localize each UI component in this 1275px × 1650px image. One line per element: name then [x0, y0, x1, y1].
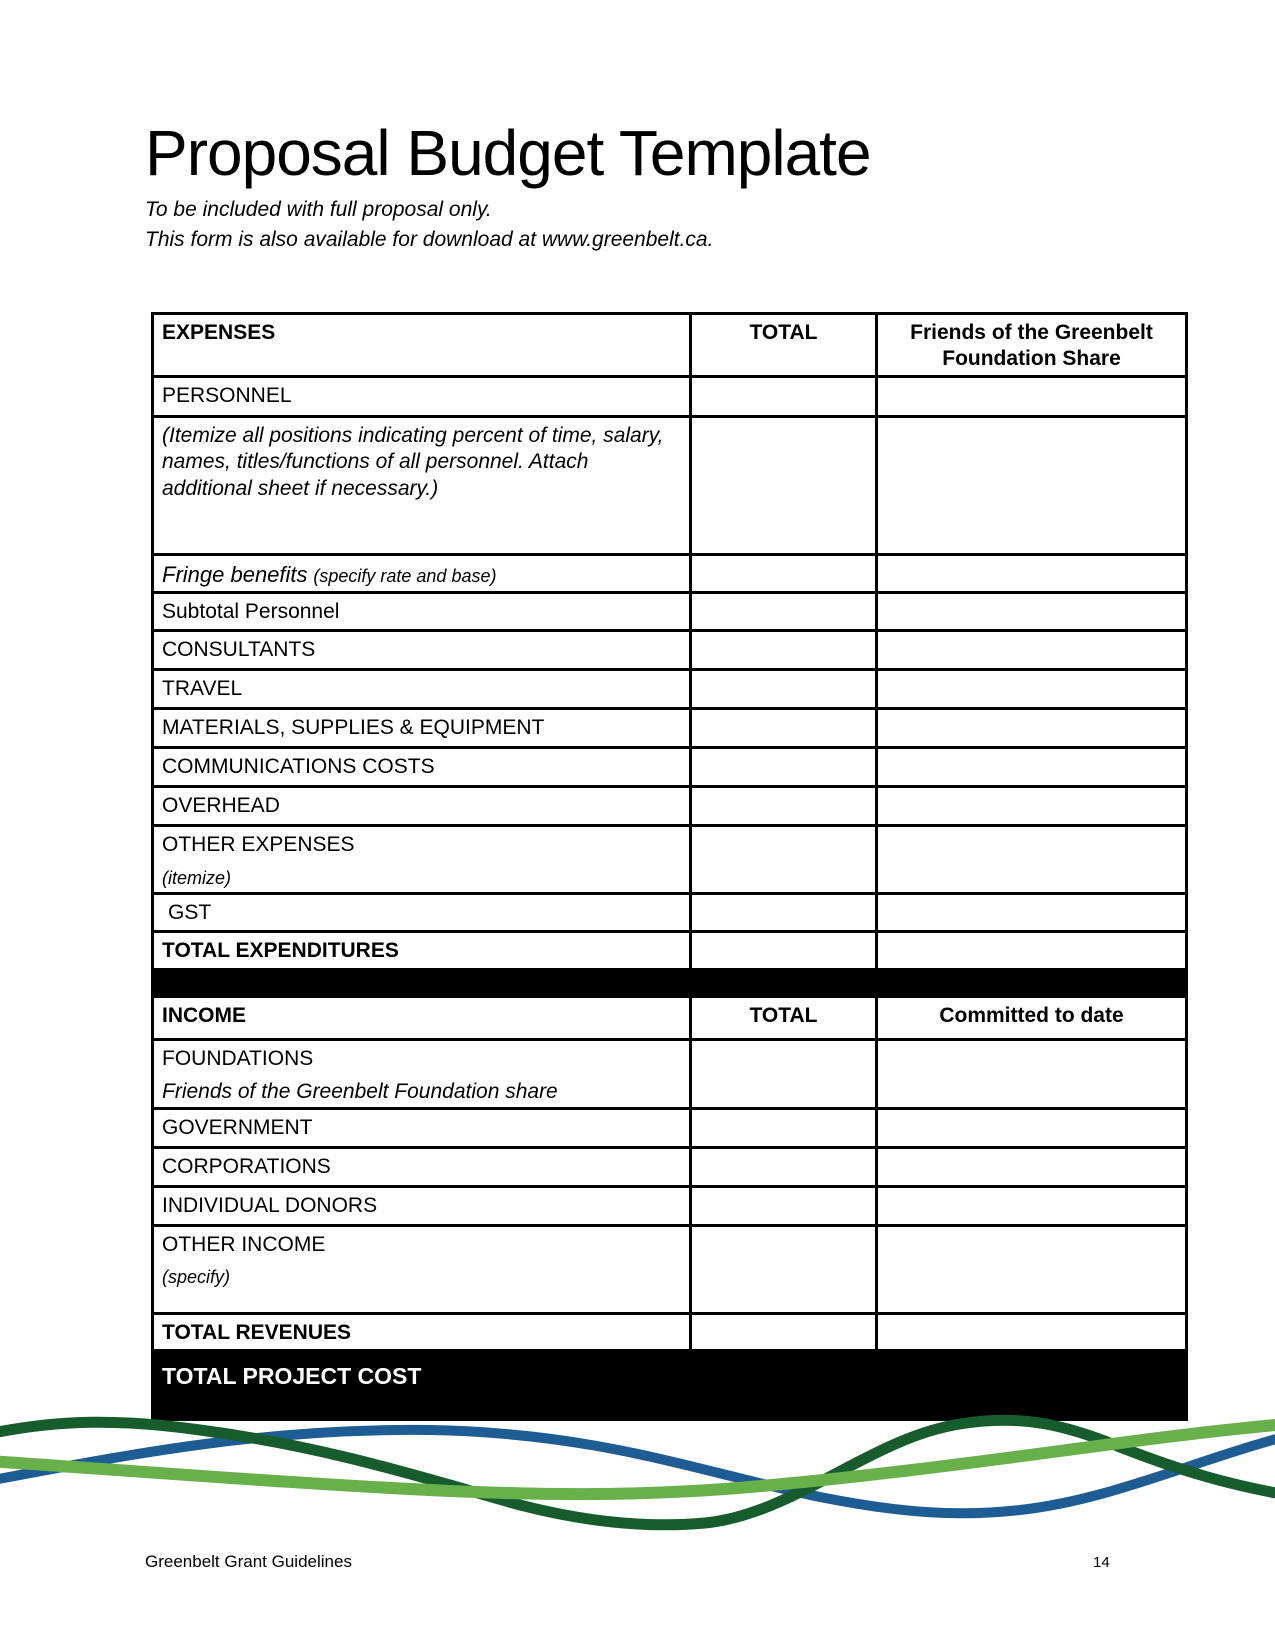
- empty-total-cell: [691, 709, 877, 748]
- expenses-header-cell: EXPENSES: [153, 314, 691, 377]
- row-label-foundations: [153, 1040, 691, 1109]
- row-label-corporations: CORPORATIONS: [153, 1147, 691, 1186]
- empty-share-cell: [877, 417, 1187, 555]
- empty-share-cell: [877, 787, 1187, 826]
- table-row: [153, 670, 1187, 709]
- empty-share-cell: [877, 555, 1187, 593]
- income-header-row: [153, 997, 1187, 1040]
- table-row: [153, 1108, 1187, 1147]
- budget-table: [151, 312, 1188, 1421]
- row-label-personnel: PERSONNEL: [153, 377, 691, 417]
- empty-total-cell: [691, 1225, 877, 1313]
- table-row: [153, 593, 1187, 631]
- row-label-gst: GST: [153, 894, 691, 932]
- table-row: [153, 826, 1187, 894]
- empty-total-cell: [691, 894, 877, 932]
- empty-share-cell: [877, 709, 1187, 748]
- table-row: [153, 932, 1187, 970]
- row-label-total-expenditures: TOTAL EXPENDITURES: [153, 932, 691, 970]
- foundations-share-note: Friends of the Greenbelt Foundation share: [162, 1079, 558, 1103]
- empty-share-cell: [877, 631, 1187, 670]
- row-label-subtotal-personnel: Subtotal Personnel: [153, 593, 691, 631]
- row-label-consultants: CONSULTANTS: [153, 631, 691, 670]
- row-label-fringe-benefits: [153, 555, 691, 593]
- income-total-header-cell: TOTAL: [691, 997, 877, 1040]
- fringe-benefits-label: Fringe benefits: [162, 562, 308, 587]
- empty-share-cell: [877, 593, 1187, 631]
- row-label-overhead: OVERHEAD: [153, 787, 691, 826]
- empty-total-cell: [691, 826, 877, 894]
- greenbelt-wave-graphic: [0, 1375, 1275, 1555]
- table-row: [153, 709, 1187, 748]
- empty-committed-cell: [877, 1040, 1187, 1109]
- empty-total-cell: [691, 555, 877, 593]
- empty-total-cell: [691, 1313, 877, 1350]
- page-title: Proposal Budget Template: [145, 117, 871, 189]
- empty-total-cell: [691, 932, 877, 970]
- empty-total-cell: [691, 670, 877, 709]
- empty-total-cell: [691, 1040, 877, 1109]
- table-row: [153, 1225, 1187, 1313]
- table-row: [153, 1313, 1187, 1350]
- personnel-itemize-note: (Itemize all positions indicating percent of time, salary, names, titles/functions of all personnel. Attach additional sheet if necessary.): [153, 417, 691, 555]
- other-income-label: OTHER INCOME: [162, 1232, 326, 1256]
- other-expenses-label: OTHER EXPENSES: [162, 833, 355, 857]
- divider-bar-cell: [153, 970, 1187, 997]
- empty-share-cell: [877, 932, 1187, 970]
- empty-share-cell: [877, 894, 1187, 932]
- table-row: [153, 631, 1187, 670]
- foundations-label: FOUNDATIONS: [162, 1047, 314, 1071]
- other-expenses-note: (itemize): [162, 867, 232, 888]
- row-label-other-expenses: [153, 826, 691, 894]
- total-project-cost-label: TOTAL PROJECT COST: [153, 1350, 1187, 1419]
- empty-share-cell: [877, 377, 1187, 417]
- row-label-other-income: [153, 1225, 691, 1313]
- empty-total-cell: [691, 377, 877, 417]
- empty-committed-cell: [877, 1147, 1187, 1186]
- expenses-header-row: [153, 314, 1187, 377]
- table-row: [153, 748, 1187, 787]
- fringe-benefits-note: (specify rate and base): [313, 566, 497, 586]
- table-row: [153, 1040, 1187, 1109]
- table-row: [153, 1147, 1187, 1186]
- empty-total-cell: [691, 1186, 877, 1225]
- row-label-materials-supplies-equipment: MATERIALS, SUPPLIES & EQUIPMENT: [153, 709, 691, 748]
- subtitle-line-2: This form is also available for download at www.greenbelt.ca.: [145, 227, 714, 251]
- income-committed-header-cell: Committed to date: [877, 997, 1187, 1040]
- empty-total-cell: [691, 748, 877, 787]
- other-income-note: (specify): [162, 1267, 231, 1287]
- empty-committed-cell: [877, 1108, 1187, 1147]
- document-header: [145, 117, 1135, 254]
- expenses-total-header-cell: TOTAL: [691, 314, 877, 377]
- table-row: [153, 894, 1187, 932]
- subtitle-line-1: To be included with full proposal only.: [145, 198, 492, 222]
- expenses-share-header-cell: Friends of the Greenbelt Foundation Share: [877, 314, 1187, 377]
- empty-committed-cell: [877, 1186, 1187, 1225]
- empty-total-cell: [691, 631, 877, 670]
- row-label-travel: TRAVEL: [153, 670, 691, 709]
- row-label-government: GOVERNMENT: [153, 1108, 691, 1147]
- table-row: [153, 417, 1187, 555]
- empty-total-cell: [691, 417, 877, 555]
- row-label-communications-costs: COMMUNICATIONS COSTS: [153, 748, 691, 787]
- table-row: [153, 1186, 1187, 1225]
- empty-committed-cell: [877, 1313, 1187, 1350]
- empty-total-cell: [691, 1147, 877, 1186]
- row-label-individual-donors: INDIVIDUAL DONORS: [153, 1186, 691, 1225]
- empty-total-cell: [691, 1108, 877, 1147]
- empty-total-cell: [691, 593, 877, 631]
- table-row: [153, 377, 1187, 417]
- footer-document-title: Greenbelt Grant Guidelines: [145, 1552, 352, 1571]
- empty-committed-cell: [877, 1225, 1187, 1313]
- footer-page-number: 14: [1093, 1554, 1110, 1571]
- empty-total-cell: [691, 787, 877, 826]
- empty-share-cell: [877, 826, 1187, 894]
- empty-share-cell: [877, 670, 1187, 709]
- table-row: [153, 555, 1187, 593]
- empty-share-cell: [877, 748, 1187, 787]
- row-label-total-revenues: TOTAL REVENUES: [153, 1313, 691, 1350]
- section-divider-bar: [153, 970, 1187, 997]
- income-header-cell: INCOME: [153, 997, 691, 1040]
- table-row: [153, 787, 1187, 826]
